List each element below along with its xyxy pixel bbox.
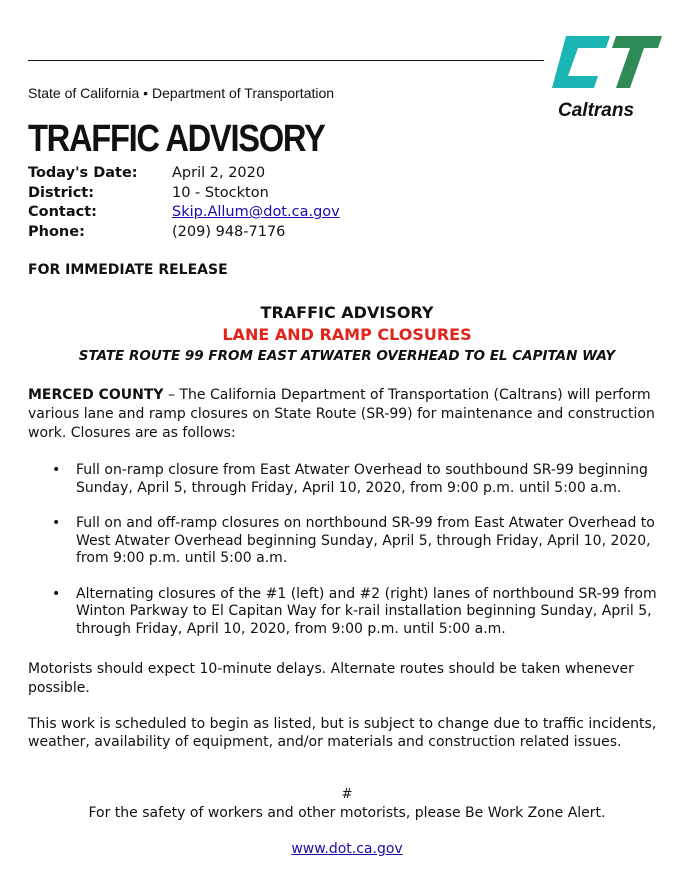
- list-item: [52, 462, 662, 497]
- closure-list: [52, 462, 662, 656]
- contact-label: Contact:: [28, 204, 97, 220]
- district-label: District:: [28, 184, 95, 201]
- district-row: [28, 184, 340, 204]
- phone-value: (209) 948-7176: [172, 223, 286, 240]
- county-lead: MERCED COUNTY: [28, 387, 164, 403]
- date-row: [28, 164, 340, 184]
- intro-paragraph: [28, 386, 658, 443]
- bullet-icon: •: [52, 462, 61, 478]
- bullet-icon: •: [52, 515, 61, 531]
- release-notice: FOR IMMEDIATE RELEASE: [28, 262, 228, 278]
- intro-text: – The California Department of Transportation (Caltrans) will perform various lane and ramp closures on State Route (SR-99) for maintenance and construction work. Closures are as follows:: [28, 387, 655, 441]
- logo-wordmark: Caltrans: [558, 100, 635, 121]
- district-value: 10 - Stockton: [172, 184, 269, 201]
- end-marker: #: [341, 787, 353, 802]
- delay-paragraph: Motorists should expect 10-minute delays. Alternate routes should be taken whenever possible.: [28, 661, 634, 696]
- phone-label: Phone:: [28, 223, 85, 240]
- caltrans-logo: [544, 30, 666, 126]
- document-title: TRAFFIC ADVISORY: [28, 118, 325, 160]
- route-heading: STATE ROUTE 99 FROM EAST ATWATER OVERHEAD TO EL CAPITAN WAY: [78, 348, 616, 364]
- safety-message: For the safety of workers and other motorists, please Be Work Zone Alert.: [88, 805, 606, 821]
- bullet-icon: •: [52, 585, 61, 602]
- website-link[interactable]: www.dot.ca.gov: [291, 841, 403, 857]
- date-value: April 2, 2020: [172, 165, 266, 181]
- date-label: Today's Date:: [28, 165, 138, 181]
- advisory-heading: TRAFFIC ADVISORY: [260, 303, 434, 322]
- advisory-meta: [28, 164, 340, 242]
- list-item: [52, 515, 662, 568]
- contact-email-link[interactable]: Skip.Allum@dot.ca.gov: [172, 204, 340, 220]
- contact-row: [28, 203, 340, 223]
- list-item: [52, 586, 662, 639]
- schedule-paragraph: This work is scheduled to begin as listed, but is subject to change due to traffic incidents, weather, availability of equipment, and/or materials and construction related issues.: [28, 716, 657, 750]
- list-item-text: Alternating closures of the #1 (left) and #2 (right) lanes of northbound SR-99 from Winton Parkway to El Capitan Way for k-rail installation beginning Sunday, April 5, through Friday, April 10, 2020, from 9:00 p.m. until 5:00 a.m.: [76, 585, 657, 637]
- closure-heading: LANE AND RAMP CLOSURES: [222, 325, 472, 344]
- list-item-text: Full on-ramp closure from East Atwater Overhead to southbound SR-99 beginning Sunday, April 5, through Friday, April 10, 2020, from 9:00 p.m. until 5:00 a.m.: [76, 462, 648, 496]
- agency-line: State of California • Department of Transportation: [28, 85, 335, 101]
- header-rule: [28, 60, 544, 61]
- phone-row: [28, 223, 340, 243]
- list-item-text: Full on and off-ramp closures on northbound SR-99 from East Atwater Overhead to West Atwater Overhead beginning Sunday, April 5, through Friday, April 10, 2020, from 9:00 p.m. until 5:00 a.m.: [76, 515, 655, 566]
